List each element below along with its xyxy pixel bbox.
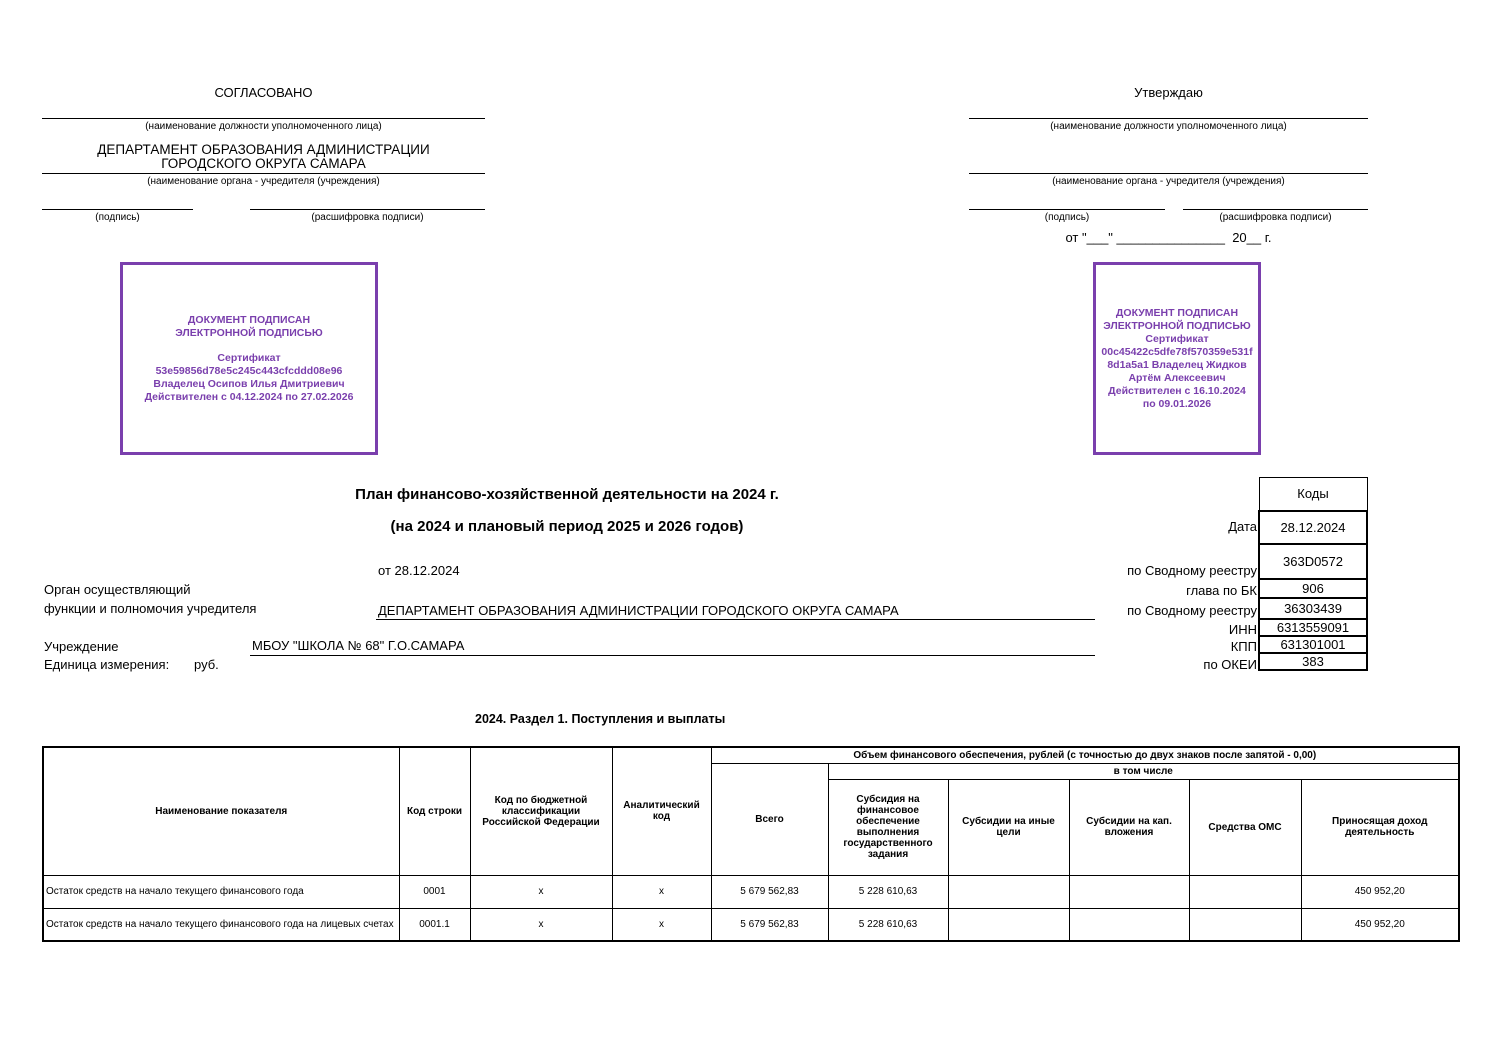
- header-volume: Объем финансового обеспечения, рублей (с точностью до двух знаков после запятой - 0,00): [711, 747, 1459, 763]
- stamp-left-line2: ЭЛЕКТРОННОЙ ПОДПИСЬЮ: [175, 326, 323, 339]
- left-decode-line: [250, 209, 485, 210]
- stamp-left-owner: Владелец Осипов Илья Дмитриевич: [153, 377, 345, 390]
- codes-value-kpp: 631301001: [1259, 636, 1367, 653]
- row-name: Остаток средств на начало текущего финансового года на лицевых счетах: [43, 908, 399, 941]
- codes-value-date: 28.12.2024: [1259, 511, 1367, 544]
- header-oms: Средства ОМС: [1189, 779, 1301, 875]
- codes-label-date: Дата: [1228, 519, 1257, 534]
- row-analytic: х: [612, 875, 711, 908]
- unit-label: Единица измерения:: [44, 657, 170, 672]
- row-income: 450 952,20: [1301, 875, 1459, 908]
- row-bk: х: [470, 875, 612, 908]
- codes-label-registry1: по Сводному реестру: [1127, 563, 1257, 578]
- section-title: 2024. Раздел 1. Поступления и выплаты: [475, 712, 726, 726]
- organ-label-line1: Орган осуществляющий: [44, 582, 191, 597]
- codes-value-registry1: 363D0572: [1259, 544, 1367, 579]
- left-org-line: [42, 173, 485, 174]
- plan-subtitle: (на 2024 и плановый период 2025 и 2026 годов): [390, 518, 744, 535]
- codes-label-registry2: по Сводному реестру: [1127, 603, 1257, 618]
- codes-header: Коды: [1259, 478, 1367, 511]
- left-org-caption: (наименование органа - учредителя (учреждения): [147, 176, 380, 187]
- codes-value-registry2: 36303439: [1259, 598, 1367, 619]
- right-position-line: [969, 118, 1368, 119]
- plan-date-from: от 28.12.2024: [378, 563, 460, 578]
- row-task: 5 228 610,63: [828, 875, 948, 908]
- header-bk-code: Код по бюджетной классификации Российской Федерации: [470, 747, 612, 875]
- institution-label: Учреждение: [44, 639, 119, 654]
- codes-label-glava: глава по БК: [1186, 583, 1257, 598]
- row-oms: [1189, 908, 1301, 941]
- stamp-right-line3: Сертификат: [1145, 332, 1209, 345]
- header-including: в том числе: [828, 763, 1459, 779]
- stamp-right-validity1: Действителен с 16.10.2024: [1108, 384, 1246, 397]
- row-name: Остаток средств на начало текущего финансового года: [43, 875, 399, 908]
- left-position-caption: (наименование должности уполномоченного лица): [145, 121, 382, 132]
- row-cap: [1069, 875, 1189, 908]
- codes-table: [1258, 477, 1368, 671]
- row-total: 5 679 562,83: [711, 875, 828, 908]
- stamp-right-owner1: 8d1a5a1 Владелец Жидков: [1107, 358, 1247, 371]
- stamp-left-validity: Действителен с 04.12.2024 по 27.02.2026: [144, 390, 354, 403]
- codes-label-inn: ИНН: [1228, 622, 1257, 637]
- organ-value: ДЕПАРТАМЕНТ ОБРАЗОВАНИЯ АДМИНИСТРАЦИИ ГОРОДСКОГО ОКРУГА САМАРА: [378, 603, 899, 618]
- plan-title: План финансово-хозяйственной деятельности на 2024 г.: [355, 486, 779, 503]
- electronic-signature-stamp-left: [120, 262, 378, 455]
- codes-value-glava: 906: [1259, 579, 1367, 598]
- left-signature-caption: (подпись): [95, 212, 140, 223]
- stamp-right-line2: ЭЛЕКТРОННОЙ ПОДПИСЬЮ: [1103, 319, 1251, 332]
- stamp-left-line3: Сертификат: [217, 351, 281, 364]
- row-cap: [1069, 908, 1189, 941]
- row-analytic: х: [612, 908, 711, 941]
- header-analytic-code: Аналитический код: [612, 747, 711, 875]
- left-org-name-line2: ГОРОДСКОГО ОКРУГА САМАРА: [161, 156, 366, 171]
- table-row: [43, 875, 1459, 908]
- row-other: [948, 908, 1069, 941]
- left-org-name-line1: ДЕПАРТАМЕНТ ОБРАЗОВАНИЯ АДМИНИСТРАЦИИ: [97, 142, 430, 157]
- right-decode-line: [1183, 209, 1368, 210]
- header-subsidy-task: Субсидия на финансовое обеспечение выполнения государственного задания: [828, 779, 948, 875]
- organ-value-underline: [376, 619, 1095, 620]
- stamp-right-line1: ДОКУМЕНТ ПОДПИСАН: [1115, 306, 1239, 319]
- stamp-left-line1: ДОКУМЕНТ ПОДПИСАН: [187, 313, 311, 326]
- header-income: Приносящая доход деятельность: [1301, 779, 1459, 875]
- row-total: 5 679 562,83: [711, 908, 828, 941]
- right-signature-caption: (подпись): [1044, 212, 1090, 223]
- row-income: 450 952,20: [1301, 908, 1459, 941]
- header-subsidy-other: Субсидии на иные цели: [948, 779, 1069, 875]
- row-code: 0001: [399, 875, 470, 908]
- right-position-caption: (наименование должности уполномоченного лица): [1050, 121, 1287, 132]
- right-org-caption: (наименование органа - учредителя (учреждения): [1052, 176, 1285, 187]
- right-approval-title: Утверждаю: [1134, 85, 1203, 100]
- left-approval-title: СОГЛАСОВАНО: [214, 85, 313, 100]
- row-bk: х: [470, 908, 612, 941]
- row-oms: [1189, 875, 1301, 908]
- stamp-right-certificate: 00c45422c5dfe78f570359e531f: [1101, 345, 1253, 358]
- unit-value: руб.: [194, 657, 219, 672]
- header-subsidy-capital: Субсидии на кап. вложения: [1069, 779, 1189, 875]
- row-other: [948, 875, 1069, 908]
- right-date-line: от "___" _______________ 20__ г.: [1065, 230, 1272, 245]
- table-row: [43, 908, 1459, 941]
- left-decode-caption: (расшифровка подписи): [311, 212, 424, 223]
- stamp-right-owner2: Артём Алексеевич: [1128, 371, 1226, 384]
- codes-label-okei: по ОКЕИ: [1203, 657, 1257, 672]
- institution-value-underline: [250, 655, 1095, 656]
- stamp-right-validity2: по 09.01.2026: [1142, 397, 1212, 410]
- right-org-line: [969, 173, 1368, 174]
- header-name: Наименование показателя: [43, 747, 399, 875]
- row-code: 0001.1: [399, 908, 470, 941]
- institution-value: МБОУ "ШКОЛА № 68" Г.О.САМАРА: [252, 638, 465, 653]
- electronic-signature-stamp-right: [1093, 262, 1261, 455]
- left-position-line: [42, 118, 485, 119]
- stamp-left-certificate: 53e59856d78e5c245c443cfcddd08e96: [155, 364, 343, 377]
- codes-label-kpp: КПП: [1230, 639, 1257, 654]
- header-total: Всего: [711, 763, 828, 875]
- header-code: Код строки: [399, 747, 470, 875]
- right-decode-caption: (расшифровка подписи): [1219, 212, 1332, 223]
- organ-label-line2: функции и полномочия учредителя: [44, 601, 257, 616]
- right-signature-line: [969, 209, 1165, 210]
- receipts-payments-table: [42, 746, 1460, 942]
- codes-value-inn: 6313559091: [1259, 619, 1367, 636]
- codes-value-okei: 383: [1259, 653, 1367, 670]
- left-signature-line: [42, 209, 193, 210]
- row-task: 5 228 610,63: [828, 908, 948, 941]
